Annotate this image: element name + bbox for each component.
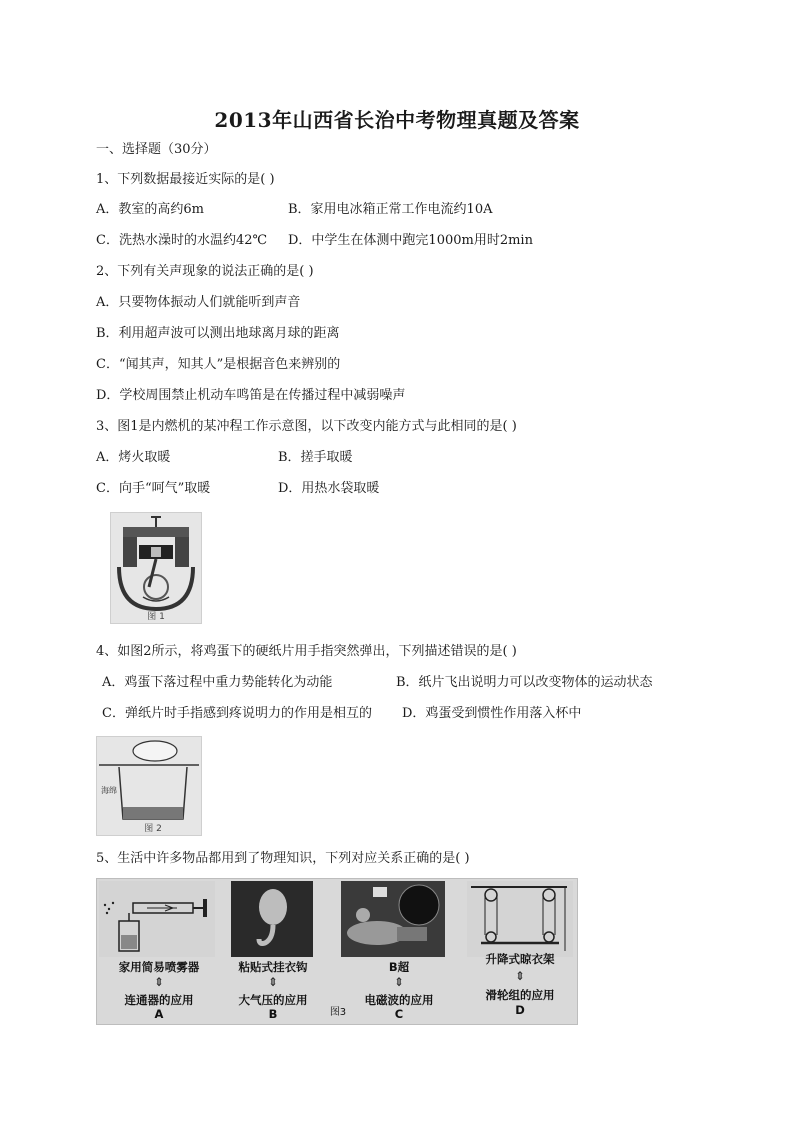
q3-option-a: A．烤火取暖 bbox=[96, 450, 171, 465]
q1-option-b: B．家用电冰箱正常工作电流约10A bbox=[288, 202, 493, 217]
panel-d-principle: 滑轮组的应用 bbox=[485, 988, 555, 1002]
egg-cup-diagram-icon bbox=[97, 737, 201, 835]
panel-a-letter: A bbox=[154, 1007, 164, 1021]
pulley-rack-icon bbox=[467, 881, 573, 957]
q1-option-d: D．中学生在体测中跑完1000m用时2min bbox=[288, 233, 533, 248]
panel-d-item: 升降式晾衣架 bbox=[485, 952, 555, 966]
suction-hook-icon bbox=[231, 881, 313, 957]
figure-2-egg-cup bbox=[96, 736, 202, 836]
panel-b-image bbox=[231, 881, 313, 957]
q4-stem: 4、如图2所示，将鸡蛋下的硬纸片用手指突然弹出，下列描述错误的是( ) bbox=[96, 644, 517, 659]
figure-3-caption: 图3 bbox=[329, 1007, 347, 1018]
q3-option-c: C．向手“呵气”取暖 bbox=[96, 481, 211, 496]
panel-c-image bbox=[341, 881, 445, 957]
q3-option-b: B．搓手取暖 bbox=[278, 450, 353, 465]
q5-stem: 5、生活中许多物品都用到了物理知识，下列对应关系正确的是( ) bbox=[96, 851, 470, 866]
q2-option-d: D．学校周围禁止机动车鸣笛是在传播过程中减弱噪声 bbox=[96, 388, 406, 403]
page-title: 2013年山西省长治中考物理真题及答案 bbox=[214, 108, 580, 132]
q1-option-c: C．洗热水澡时的水温约42℃ bbox=[96, 233, 268, 248]
panel-a-image bbox=[99, 881, 215, 957]
figure-2-side-label: 海绵 bbox=[101, 786, 117, 795]
panel-d-image bbox=[467, 881, 573, 957]
q1-option-a: A．教室的高约6m bbox=[96, 202, 204, 217]
q4-option-c: C．弹纸片时手指感到疼说明力的作用是相互的 bbox=[102, 706, 372, 721]
panel-c-arrow-icon: ⇕ bbox=[393, 975, 405, 989]
panel-a-principle: 连通器的应用 bbox=[124, 993, 194, 1007]
figure-2-caption: 图 2 bbox=[144, 824, 162, 834]
ultrasound-icon bbox=[341, 881, 445, 957]
panel-b-item: 粘贴式挂衣钩 bbox=[238, 960, 308, 974]
q2-stem: 2、下列有关声现象的说法正确的是( ) bbox=[96, 264, 314, 279]
panel-c-principle: 电磁波的应用 bbox=[364, 993, 434, 1007]
q1-stem: 1、下列数据最接近实际的是( ) bbox=[96, 172, 275, 187]
figure-1-caption: 图 1 bbox=[147, 612, 165, 622]
panel-b-letter: B bbox=[268, 1007, 278, 1021]
q3-option-d: D．用热水袋取暖 bbox=[278, 481, 380, 496]
panel-b-arrow-icon: ⇕ bbox=[267, 975, 279, 989]
sprayer-icon bbox=[99, 881, 215, 957]
q2-option-b: B．利用超声波可以测出地球离月球的距离 bbox=[96, 326, 340, 341]
figure-3-strip bbox=[96, 878, 578, 1025]
panel-c-item: B超 bbox=[388, 960, 410, 974]
q2-option-a: A．只要物体振动人们就能听到声音 bbox=[96, 295, 301, 310]
section-heading: 一、选择题（30分） bbox=[96, 142, 217, 157]
q4-option-a: A．鸡蛋下落过程中重力势能转化为动能 bbox=[102, 675, 333, 690]
panel-d-arrow-icon: ⇕ bbox=[514, 969, 526, 983]
panel-a-arrow-icon: ⇕ bbox=[153, 975, 165, 989]
panel-b-principle: 大气压的应用 bbox=[238, 993, 308, 1007]
figure-1-engine bbox=[110, 512, 202, 624]
q4-option-d: D．鸡蛋受到惯性作用落入杯中 bbox=[402, 706, 582, 721]
panel-c-letter: C bbox=[394, 1007, 404, 1021]
panel-a-item: 家用简易喷雾器 bbox=[118, 960, 200, 974]
q3-stem: 3、图1是内燃机的某冲程工作示意图，以下改变内能方式与此相同的是( ) bbox=[96, 419, 517, 434]
q2-option-c: C．“闻其声，知其人”是根据音色来辨别的 bbox=[96, 357, 341, 372]
engine-diagram-icon bbox=[111, 513, 201, 623]
q4-option-b: B．纸片飞出说明力可以改变物体的运动状态 bbox=[396, 675, 653, 690]
panel-d-letter: D bbox=[515, 1003, 525, 1017]
